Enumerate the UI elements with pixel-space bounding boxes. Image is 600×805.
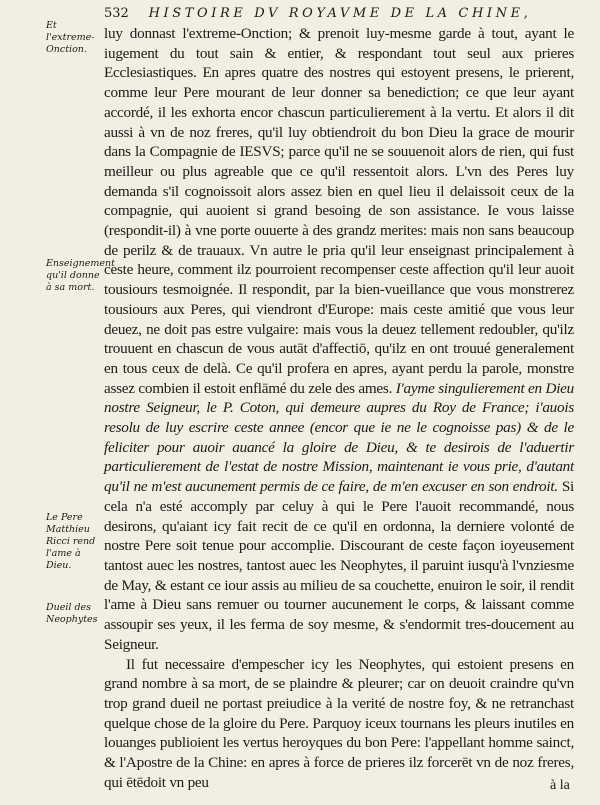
margin-note-enseignement: Enseignement qu'il donne à sa mort. [46, 258, 115, 293]
page-number: 532 [104, 6, 129, 21]
margin-note-extreme-onction: Et l'extreme-Onction. [46, 20, 95, 55]
paragraph-1-text-a: luy donnast l'extreme-Onction; & prenoit luy-mesme garde à tout, ayant le iugement du tout sain & entier, & respondant tout seul aux prieres Ecclesiastiques. En apres quatre des nostres qui estoyent presens, le prierent, comme leur Pere mourant de leur donner sa benediction; ce que leur ayant accordé, il les exhorta encor chascun particulierement à la vertu. Et alors il dit aussi à vn de noz freres, qu'il luy obtiendroit du bon Dieu la grace de mourir dans la Compagnie de IESVS; parce qu'il ne se souuenoit alors de rien, qui fust meilleur ou plus agreable que ce qu'il ressentoit alors. L'vn des Peres luy demanda s'il cognoissoit alors assez bien en quel lieu il delaissoit ceux de la compagnie, qui auoient si grand besoing de son assistance. Ie vous laisse (respondit-il) à vne porte ouuerte à des grandz merites: mais non sans beaucoup de perilz & de trauaux. Vn autre le pria qu'il leur enseignast principalement à ceste heure, comment ilz pourroient recompenser ceste affection qu'il leur auoit tousiours tesmoignée. Il respondit, par la bien-vueillance que vous monstrerez tousiours aux Peres, qui viendront d'Europe: mais ceste amitié que vous leur deuez, ne doit pas estre vulgaire: mais vous la deuez tellement redoubler, qu'ilz trouuent en chascun de vous autāt d'affectiō, qu'ilz en ont trouué generalement en tous ceux de delà. Ce qu'il profera en apres, ayant perdu la parole, monstre assez combien il estoit enflāmé du zele des ames. [104, 25, 574, 397]
margin-note-ricci-death: Le Pere Matthieu Ricci rend l'ame à Dieu. [46, 512, 96, 571]
running-header [104, 6, 584, 21]
paragraph-1 [104, 24, 574, 655]
margin-note-dueil: Dueil des Neophytes [46, 602, 98, 625]
paragraph-2 [104, 655, 574, 793]
running-title: HISTOIRE DV ROYAVME DE LA CHINE, [148, 6, 532, 21]
paragraph-1-text-b: Si cela n'a esté accomply par celuy à qui le Pere l'auoit recommandé, nous desirons, qu'aiant icy fait recit de ce qu'il en ordonna, la derniere volonté de nostre Pere soit tenue pour accomplie. Discourant de ceste façon ioyeusement tantost auec les nostres, tantost auec les Neophytes, il paruint iusqu'à l'vnziesme de May, & estant ce iour assis au milieu de sa couchette, enuiron le soir, il rendit l'ame à Dieu sans remuer ou tourner aucunement le corps, & laissant comme assoupir ses yeux, il les ferma de soy mesme, & s'endormit tres-doucement au Seigneur. [104, 478, 574, 653]
catchword: à la [550, 778, 570, 793]
paragraph-1-quotation: I'ayme singulierement en Dieu nostre Seigneur, le P. Coton, qui demeure aupres du Roy de France; i'auois resolu de luy escrire ceste annee (encor que ie ne le cognoisse pas) & de le feliciter pour auoir auancé la gloire de Dieu, & te desirois de l'aduertir particulierement de l'estat de nostre Mission, maintenant ie vous prie, d'autant qu'il ne m'est aucunement permis de ce faire, de m'en excuser en son endroit. [104, 379, 574, 496]
paragraph-2-text: Il fut necessaire d'empescher icy les Neophytes, qui estoient presens en grand nombre à sa mort, de se plaindre & pleurer; car on deuoit craindre qu'vn trop grand dueil ne portast preiudice à la verité de nostre foy, & ne retranchast quelque chose de la gloire du Pere. Parquoy iceux tournans les pleurs inutiles en louanges publioient les vertus heroyques du bon Pere: l'appellant homme sainct, & l'Apostre de la Chine: en apres à force de prieres ilz forcerēt vn de noz freres, qui ētēdoit vn peu [104, 655, 574, 791]
main-text [104, 24, 574, 792]
